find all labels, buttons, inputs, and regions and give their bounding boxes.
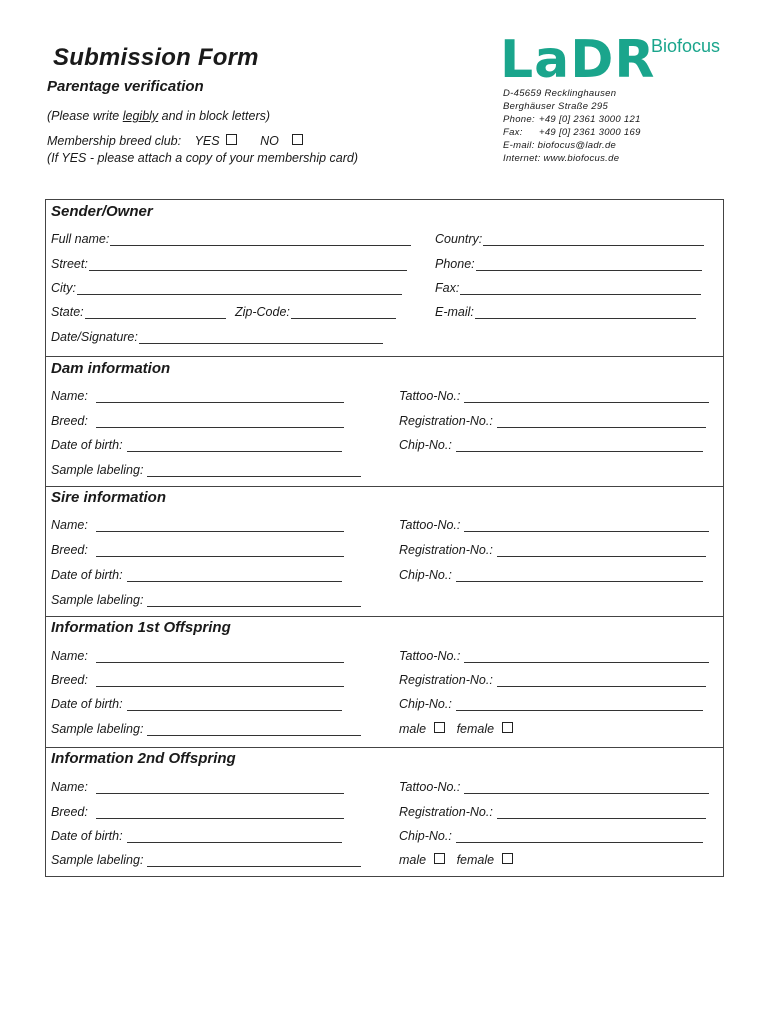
address-line-2: Berghäuser Straße 295 (503, 101, 609, 112)
field-off2-breed[interactable]: Breed: (51, 805, 344, 819)
row-dob (46, 438, 723, 454)
field-off2-dob[interactable]: Date of birth: (51, 829, 342, 843)
yes-checkbox[interactable] (226, 134, 237, 145)
field-sire-tattoo[interactable]: Tattoo-No.: (399, 518, 709, 532)
male-label: male (399, 722, 427, 736)
field-sire-registration[interactable]: Registration-No.: (399, 543, 706, 557)
field-off2-sample[interactable]: Sample labeling: (51, 853, 361, 867)
row-dob (46, 697, 723, 713)
row-breed (46, 414, 723, 430)
row-sample (46, 463, 723, 479)
address-email: E-mail: biofocus@ladr.de (503, 140, 617, 151)
row-name (46, 518, 723, 534)
row-street (46, 257, 723, 273)
field-dam-name[interactable]: Name: (51, 389, 344, 403)
section-title-dam: Dam information (51, 360, 171, 377)
field-dam-breed[interactable]: Breed: (51, 414, 344, 428)
membership-label: Membership breed club: (47, 134, 182, 148)
section-title-sire: Sire information (51, 489, 167, 506)
male-label: male (399, 853, 427, 867)
field-off1-dob[interactable]: Date of birth: (51, 697, 342, 711)
field-sire-name[interactable]: Name: (51, 518, 344, 532)
instruction-emphasis: legibly (122, 109, 159, 123)
male-checkbox[interactable] (434, 722, 445, 733)
row-dob (46, 829, 723, 845)
field-off2-tattoo[interactable]: Tattoo-No.: (399, 780, 709, 794)
female-label: female (456, 853, 495, 867)
male-checkbox[interactable] (434, 853, 445, 864)
lab-address (503, 87, 641, 165)
sex-selector-off1 (399, 722, 513, 736)
field-off1-name[interactable]: Name: (51, 649, 344, 663)
female-checkbox[interactable] (502, 722, 513, 733)
field-dam-tattoo[interactable]: Tattoo-No.: (399, 389, 709, 403)
address-fax: Fax: +49 [0] 2361 3000 169 (503, 127, 641, 138)
form-title: Submission Form (53, 44, 259, 71)
field-off1-breed[interactable]: Breed: (51, 673, 344, 687)
field-zip-code[interactable]: Zip-Code: (235, 305, 396, 319)
row-date-signature (46, 330, 723, 346)
membership-note: (If YES - please attach a copy of your membership card) (47, 151, 359, 165)
yes-label: YES (194, 134, 220, 148)
submission-form-table (45, 199, 724, 877)
row-city (46, 281, 723, 297)
row-breed (46, 805, 723, 821)
row-sample (46, 722, 723, 738)
field-country[interactable]: Country: (435, 232, 704, 246)
field-phone[interactable]: Phone: (435, 257, 702, 271)
field-sire-dob[interactable]: Date of birth: (51, 568, 342, 582)
no-checkbox[interactable] (292, 134, 303, 145)
field-state[interactable]: State: (51, 305, 226, 319)
row-name (46, 649, 723, 665)
row-name (46, 780, 723, 796)
sex-selector-off2 (399, 853, 513, 867)
field-city[interactable]: City: (51, 281, 402, 295)
address-phone: Phone: +49 [0] 2361 3000 121 (503, 114, 641, 125)
row-breed (46, 543, 723, 559)
field-sire-chip[interactable]: Chip-No.: (399, 568, 703, 582)
row-dob (46, 568, 723, 584)
field-off2-registration[interactable]: Registration-No.: (399, 805, 706, 819)
section-dam (46, 356, 723, 487)
section-offspring-1 (46, 616, 723, 748)
row-state (46, 305, 723, 321)
no-label: NO (260, 134, 279, 148)
field-fax[interactable]: Fax: (435, 281, 701, 295)
section-offspring-2 (46, 747, 723, 878)
field-off2-chip[interactable]: Chip-No.: (399, 829, 703, 843)
section-sire (46, 486, 723, 617)
field-off1-sample[interactable]: Sample labeling: (51, 722, 361, 736)
logo-brand: LaDR (500, 30, 656, 90)
field-dam-chip[interactable]: Chip-No.: (399, 438, 703, 452)
section-sender (46, 200, 723, 356)
section-title-offspring-2: Information 2nd Offspring (51, 750, 236, 767)
field-off1-chip[interactable]: Chip-No.: (399, 697, 703, 711)
form-subtitle: Parentage verification (47, 78, 204, 95)
field-dam-sample[interactable]: Sample labeling: (51, 463, 361, 477)
field-street[interactable]: Street: (51, 257, 407, 271)
field-email[interactable]: E-mail: (435, 305, 696, 319)
field-sire-sample[interactable]: Sample labeling: (51, 593, 361, 607)
field-off1-registration[interactable]: Registration-No.: (399, 673, 706, 687)
row-breed (46, 673, 723, 689)
instruction-note: (Please write legibly and in block letters) (47, 109, 271, 123)
row-fullname (46, 232, 723, 248)
logo-sub: Biofocus (651, 36, 721, 56)
membership-row (47, 134, 303, 148)
female-checkbox[interactable] (502, 853, 513, 864)
field-date-signature[interactable]: Date/Signature: (51, 330, 383, 344)
row-sample (46, 853, 723, 869)
row-name (46, 389, 723, 405)
row-sample (46, 593, 723, 609)
field-off1-tattoo[interactable]: Tattoo-No.: (399, 649, 709, 663)
female-label: female (456, 722, 495, 736)
field-full-name[interactable]: Full name: (51, 232, 411, 246)
field-dam-dob[interactable]: Date of birth: (51, 438, 342, 452)
field-dam-registration[interactable]: Registration-No.: (399, 414, 706, 428)
field-sire-breed[interactable]: Breed: (51, 543, 344, 557)
section-title-offspring-1: Information 1st Offspring (51, 619, 231, 636)
section-title-sender: Sender/Owner (51, 203, 153, 220)
address-line-1: D-45659 Recklinghausen (503, 88, 617, 99)
address-internet: Internet: www.biofocus.de (503, 153, 620, 164)
field-off2-name[interactable]: Name: (51, 780, 344, 794)
